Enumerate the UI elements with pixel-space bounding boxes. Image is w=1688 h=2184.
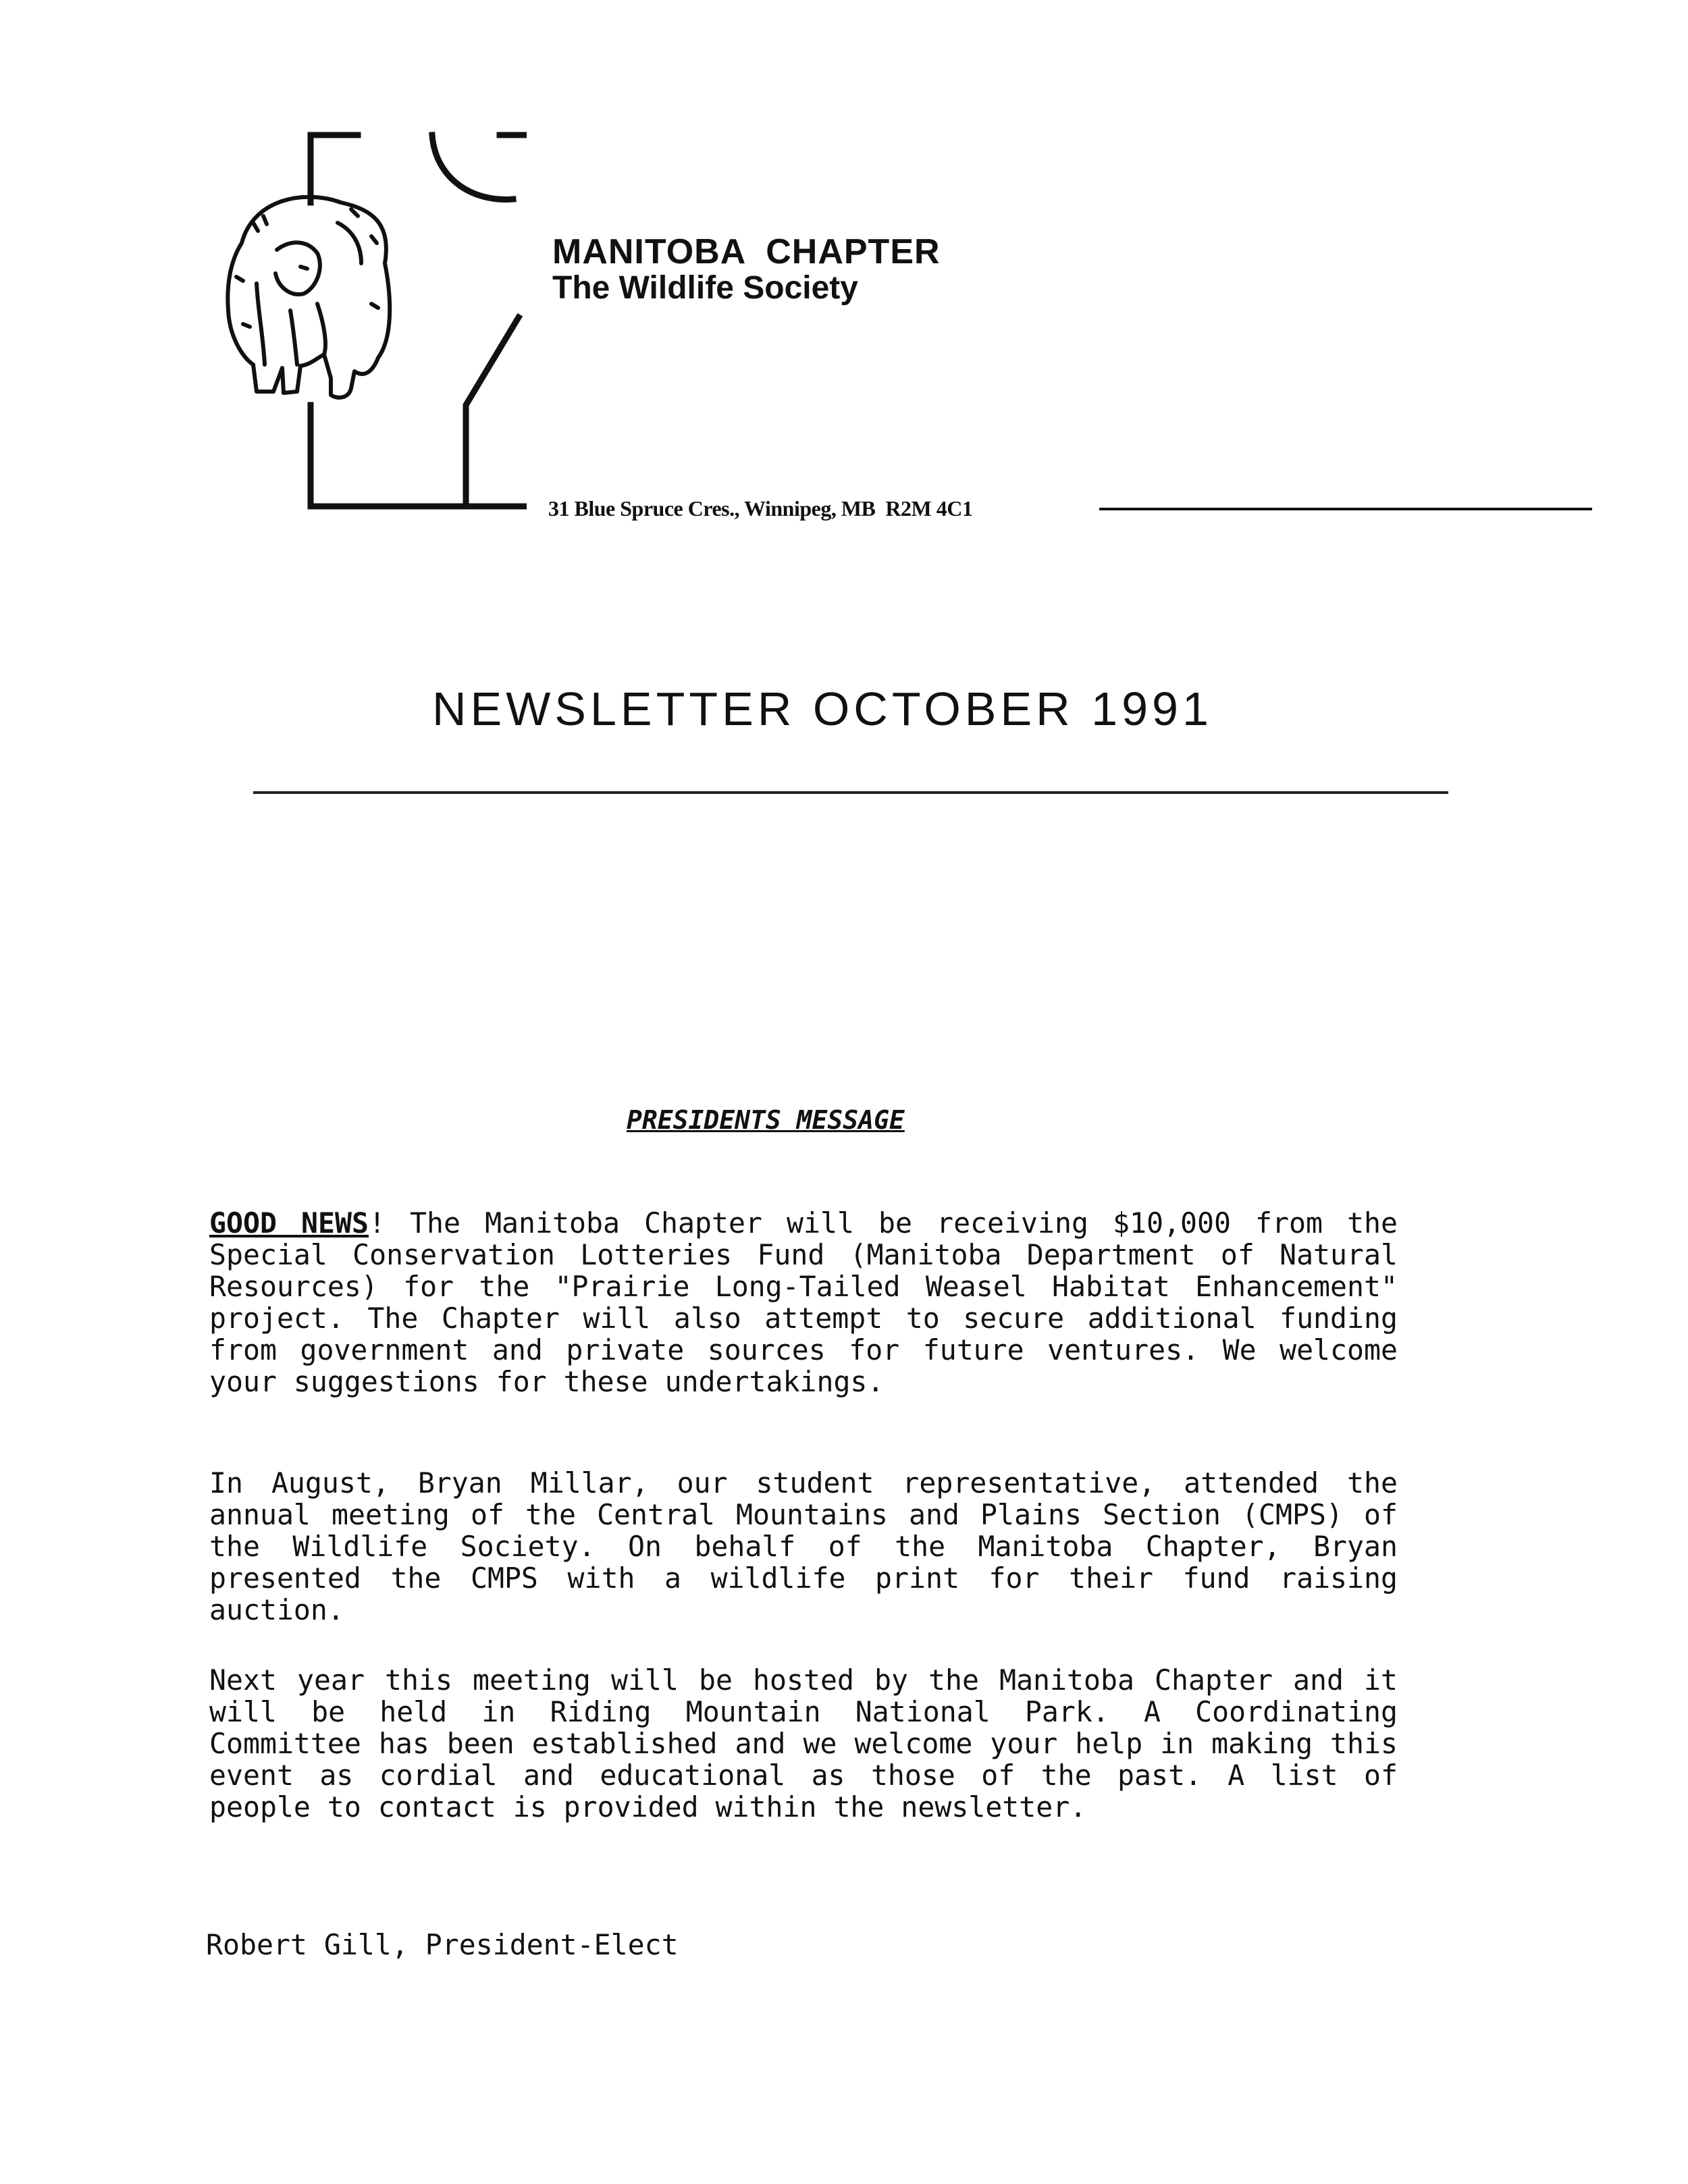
message-paragraph-2: In August, Bryan Millar, our student representative, attended the annual meeting of the Central Mountains and Plains Section (CMPS) of the Wildlife Society. On behalf of the Manitoba Chapter, Bryan presented the CMPS with a wildlife print for their fund raising auction. <box>209 1466 1398 1626</box>
signature: Robert Gill, President-Elect <box>206 1928 679 1961</box>
newsletter-title: NEWSLETTER OCTOBER 1991 <box>432 683 1213 735</box>
organization-name: MANITOBA CHAPTER <box>552 232 941 271</box>
section-heading: PRESIDENTS MESSAGE <box>627 1105 905 1135</box>
organization-subtitle: The Wildlife Society <box>552 270 858 306</box>
good-news-lead: GOOD NEWS <box>209 1206 369 1240</box>
bison-icon <box>228 197 390 398</box>
paragraph-1-body: ! The Manitoba Chapter will be receiving $10,000 from the Special Conservation Lotteries Fund (Manitoba Department of Natural Resources) for the "Prairie Long-Tailed Weasel Habitat Enhancement" project. The Chapter will also attempt to secure additional funding from government and private sources for future ventures. We welcome your suggestions for these undertakings. <box>209 1206 1398 1398</box>
mailing-address: 31 Blue Spruce Cres., Winnipeg, MB R2M 4C1 <box>548 496 973 521</box>
title-divider <box>253 791 1448 794</box>
address-rule <box>1099 508 1592 510</box>
message-paragraph-1 <box>209 1207 1398 1397</box>
message-paragraph-3: Next year this meeting will be hosted by the Manitoba Chapter and it will be held in Riding Mountain National Park. A Coordinating Committee has been established and we welcome your help in making this event as cordial and educational as those of the past. A list of people to contact is provided within the newsletter. <box>209 1663 1398 1823</box>
chapter-logo <box>216 122 527 527</box>
